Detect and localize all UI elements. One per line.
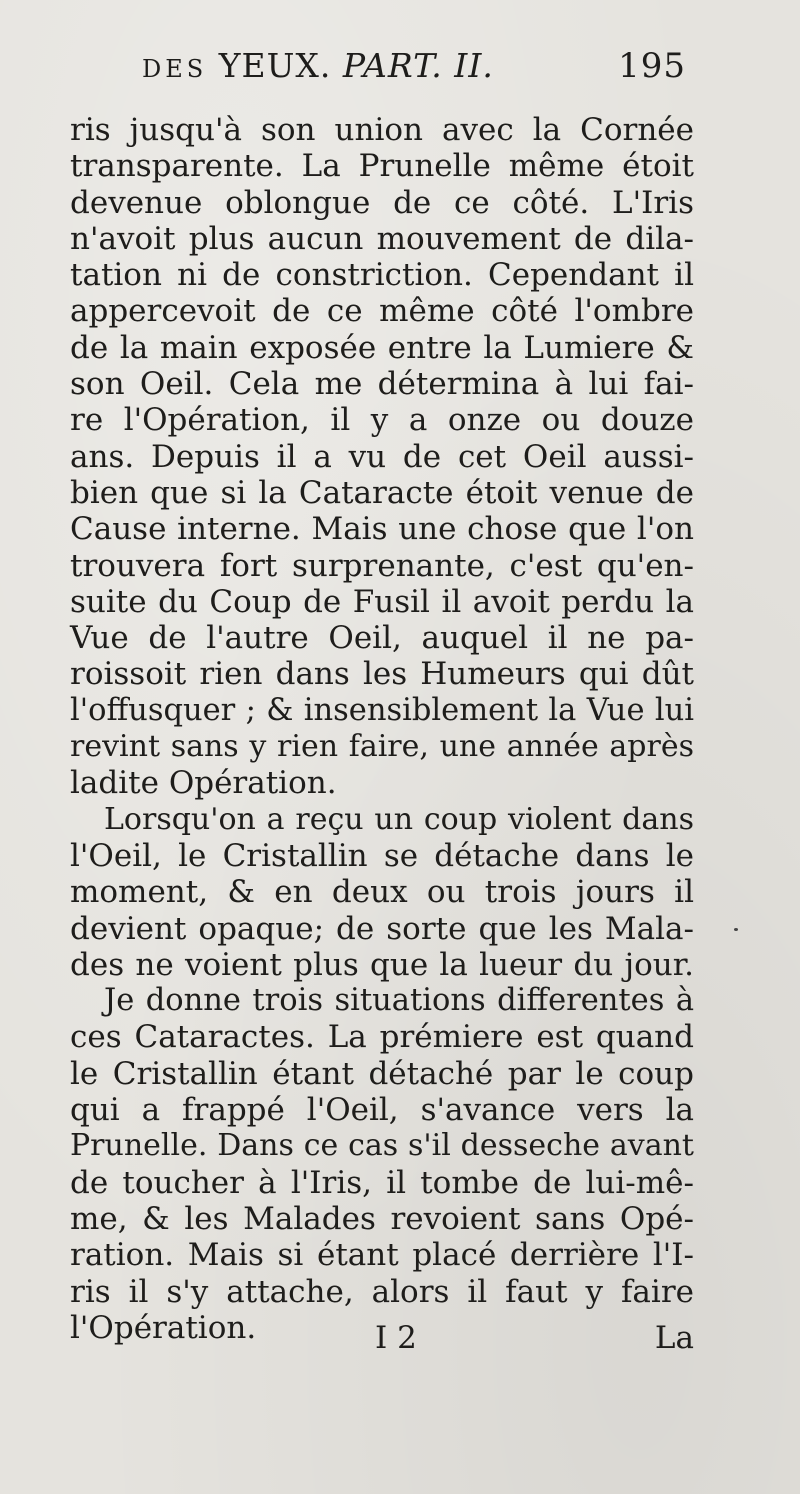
text-line: appercevoit de ce même côté l'ombre: [70, 293, 694, 330]
text-line: son Oeil. Cela me détermina à lui fai-: [70, 366, 694, 403]
text-line: devient opaque; de sorte que les Mala-: [70, 910, 694, 947]
running-head-prefix: DES: [142, 55, 208, 83]
text-line: bien que si la Cataracte étoit venue de: [70, 474, 694, 511]
text-line: de toucher à l'Iris, il tombe de lui-mê-: [70, 1164, 694, 1201]
text-line: suite du Coup de Fusil il avoit perdu la: [70, 583, 694, 620]
text-line: des ne voient plus que la lueur du jour.: [70, 946, 694, 983]
text-line: transparente. La Prunelle même étoit: [70, 148, 694, 185]
text-line: n'avoit plus aucun mouvement de dila-: [70, 220, 694, 257]
text-line: Cause interne. Mais une chose que l'on: [70, 511, 694, 548]
text-line: l'Opération.: [70, 1309, 257, 1346]
text-line: ans. Depuis il a vu de cet Oeil aussi-: [70, 438, 694, 475]
running-head-part: PART. II.: [342, 46, 494, 85]
page-footer: [70, 1320, 694, 1364]
text-line: trouvera fort surprenante, c'est qu'en-: [70, 547, 694, 584]
text-line: re l'Opération, il y a onze ou douze: [70, 402, 694, 439]
page-header: [142, 46, 694, 90]
text-line: ration. Mais si étant placé derrière l'I-: [70, 1237, 694, 1274]
text-line: Lorsqu'on a reçu un coup violent dans: [104, 801, 694, 837]
text-line: ces Cataractes. La prémiere est quand: [70, 1019, 694, 1056]
text-line: l'Oeil, le Cristallin se détache dans le: [70, 837, 694, 874]
text-line: Je donne trois situations differentes à: [104, 983, 694, 1019]
text-line: de la main exposée entre la Lumiere &: [70, 329, 694, 366]
text-line: revint sans y rien faire, une année après: [70, 729, 694, 765]
text-line: l'offusquer ; & insensiblement la Vue lui: [70, 692, 694, 728]
signature-mark: I 2: [375, 1320, 417, 1356]
page-number: 195: [618, 46, 686, 86]
text-line: le Cristallin étant détaché par le coup: [70, 1055, 694, 1092]
text-line: moment, & en deux ou trois jours il: [70, 874, 694, 911]
text-line: ris il s'y attache, alors il faut y faire: [70, 1273, 694, 1310]
text-line: devenue oblongue de ce côté. L'Iris: [70, 184, 694, 221]
ink-speck: [734, 928, 738, 931]
text-line: roissoit rien dans les Humeurs qui dût: [70, 656, 694, 693]
body-text: [70, 112, 694, 1346]
text-line: me, & les Malades revoient sans Opé-: [70, 1200, 694, 1237]
running-head: [142, 46, 494, 85]
catchword: La: [654, 1320, 694, 1356]
text-line: ladite Opération.: [70, 765, 337, 802]
text-line: Vue de l'autre Oeil, auquel il ne pa-: [70, 620, 694, 657]
text-line: tation ni de constriction. Cependant il: [70, 257, 694, 294]
text-line: ris jusqu'à son union avec la Cornée: [70, 112, 694, 148]
running-head-title: YEUX.: [218, 46, 332, 85]
text-line: qui a frappé l'Oeil, s'avance vers la: [70, 1092, 694, 1129]
text-line: Prunelle. Dans ce cas s'il desseche avant: [70, 1128, 694, 1164]
